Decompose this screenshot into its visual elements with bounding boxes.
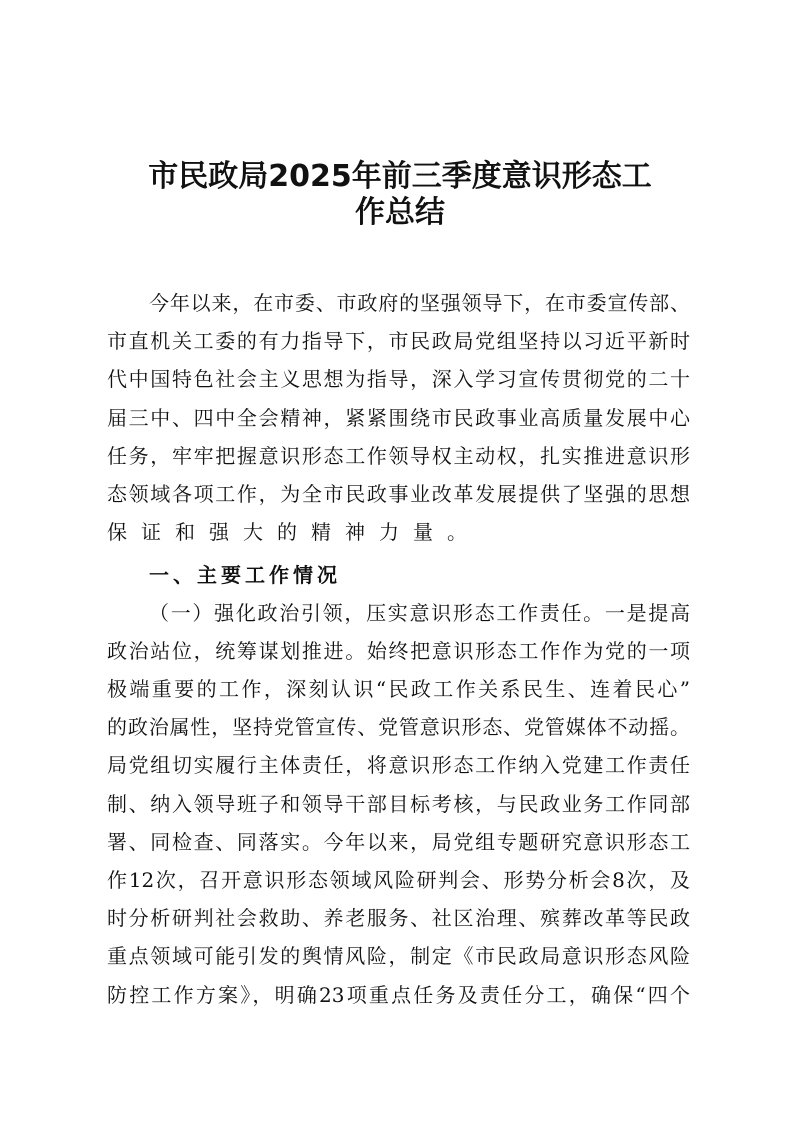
text-line: 作12次，召开意识形态领域风险研判会、形势分析会8次，及 xyxy=(107,868,690,892)
title-line-2: 作总结 xyxy=(355,195,445,230)
text-line: 保证和强大的精神力量。 xyxy=(107,520,481,544)
text-line: 防控工作方案》，明确23项重点任务及责任分工，确保“四个 xyxy=(107,983,690,1007)
text-line: 态领域各项工作，为全市民政事业改革发展提供了坚强的思想 xyxy=(107,482,690,506)
text-line: 的政治属性，坚持党管宣传、党管意识形态、党管媒体不动摇。 xyxy=(107,715,690,739)
title-line-1: 市民政局2025年前三季度意识形态工 xyxy=(148,159,652,194)
text-line: 任务，牢牢把握意识形态工作领导权主动权，扎实推进意识形 xyxy=(107,444,690,468)
text-line: 政治站位，统筹谋划推进。始终把意识形态工作作为党的一项 xyxy=(107,639,690,663)
text-line: 届三中、四中全会精神，紧紧围绕市民政事业高质量发展中心 xyxy=(107,406,690,430)
text-line: 署、同检查、同落实。今年以来，局党组专题研究意识形态工 xyxy=(107,830,690,854)
text-line: 今年以来，在市委、市政府的坚强领导下，在市委宣传部、 xyxy=(149,291,690,315)
text-line: 代中国特色社会主义思想为指导，深入学习宣传贯彻党的二十 xyxy=(107,367,690,391)
text-line: 制、纳入领导班子和领导干部目标考核，与民政业务工作同部 xyxy=(107,792,690,816)
text-line: 时分析研判社会救助、养老服务、社区治理、殡葬改革等民政 xyxy=(107,906,690,930)
section-heading: 一、主要工作情况 xyxy=(149,563,341,587)
text-line: 重点领域可能引发的舆情风险，制定《市民政局意识形态风险 xyxy=(107,944,690,968)
text-line: （一）强化政治引领，压实意识形态工作责任。一是提高 xyxy=(149,601,690,625)
text-line: 局党组切实履行主体责任，将意识形态工作纳入党建工作责任 xyxy=(107,753,690,777)
text-line: 市直机关工委的有力指导下，市民政局党组坚持以习近平新时 xyxy=(107,329,690,353)
text-line: 极端重要的工作，深刻认识“民政工作关系民生、连着民心” xyxy=(107,677,690,701)
